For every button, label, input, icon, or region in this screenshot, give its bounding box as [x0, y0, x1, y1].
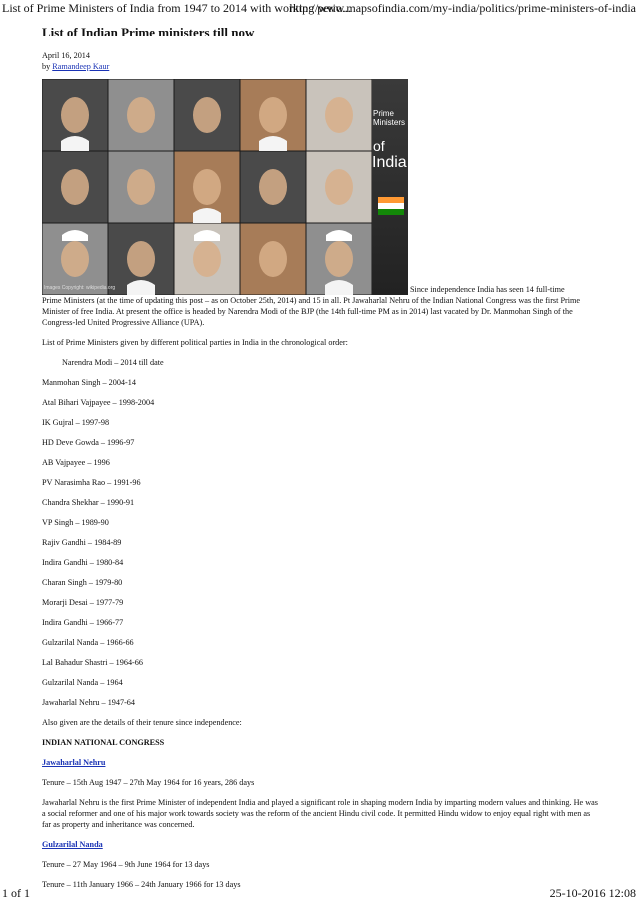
list-item: Gulzarilal Nanda – 1964: [42, 678, 123, 687]
print-header-url: http://www.mapsofindia.com/my-india/politics/prime-ministers-of-india: [289, 1, 636, 15]
intro-lead: Since independence India has seen 14 full-time: [410, 285, 565, 294]
byline-prefix: by: [42, 62, 51, 71]
print-header: [0, 0, 638, 18]
indian-flag-icon: [378, 197, 404, 215]
nanda-tenure-1: Tenure – 27 May 1964 – 9th June 1964 for 13 days: [42, 860, 210, 869]
nanda-tenure-2: Tenure – 11th January 1966 – 24th January 1966 for 13 days: [42, 880, 241, 889]
badge-line-1: Prime Ministers: [373, 109, 406, 127]
list-item: Jawaharlal Nehru – 1947-64: [42, 698, 135, 707]
pm-list: [42, 357, 598, 708]
list-item: VP Singh – 1989-90: [42, 518, 109, 527]
article-title: List of Indian Prime ministers till now: [42, 26, 255, 36]
portrait-grid: [42, 79, 372, 295]
page-count: 1 of 1: [2, 886, 30, 900]
list-item: Manmohan Singh – 2004-14: [42, 378, 136, 387]
print-timestamp: 25-10-2016 12:08: [549, 886, 636, 900]
article-byline: [42, 61, 598, 72]
list-intro: List of Prime Ministers given by different political parties in India in the chronological order:: [42, 338, 348, 347]
list-item: Indira Gandhi – 1980-84: [42, 558, 124, 567]
list-item: PV Narasimha Rao – 1991-96: [42, 478, 141, 487]
list-item: Narendra Modi – 2014 till date: [62, 358, 164, 367]
badge-line-3: India: [372, 154, 407, 171]
list-item: Morarji Desai – 1977-79: [42, 598, 124, 607]
list-item: Lal Bahadur Shastri – 1964-66: [42, 658, 143, 667]
list-item: AB Vajpayee – 1996: [42, 458, 110, 467]
list-item: HD Deve Gowda – 1996-97: [42, 438, 135, 447]
nehru-description: Jawaharlal Nehru is the first Prime Minister of independent India and played a significant role in shaping modern India by imparting modern values and thinking. He was a social reformer and one of his major work towards society was the reform of the ancient Hindu civil code. It permitted Hindu widow to enjoy equal right with men as far as property and inheritance was concerned.: [42, 798, 598, 829]
print-header-title: List of Prime Ministers of India from 1947 to 2014 with working perio...: [2, 1, 351, 15]
article: [42, 26, 598, 890]
prime-ministers-collage-image: [42, 79, 408, 295]
prime-ministers-of-india-badge: [372, 79, 408, 295]
list-item: Indira Gandhi – 1966-77: [42, 618, 124, 627]
intro-continuation: Prime Ministers (at the time of updating this post – as on October 25th, 2014) and 15 in all. Pt Jawaharlal Nehru of the Indian National Congress was the first Prime Minister of free India. At present the office is headed by Narendra Modi of the BJP (the 14th full-time PM as in 2014) last vacated by Dr. Manmohan Singh of the Congress-led United Progressive Alliance (UPA).: [42, 296, 581, 327]
nehru-link[interactable]: Jawaharlal Nehru: [42, 758, 106, 767]
details-intro: Also given are the details of their tenure since independence:: [42, 718, 242, 727]
list-item: Chandra Shekhar – 1990-91: [42, 498, 135, 507]
list-item: IK Gujral – 1997-98: [42, 418, 110, 427]
article-date: April 16, 2014: [42, 51, 90, 60]
badge-line-2: of: [373, 138, 385, 154]
list-item: Charan Singh – 1979-80: [42, 578, 123, 587]
author-link[interactable]: Ramandeep Kaur: [52, 62, 110, 71]
section-heading: INDIAN NATIONAL CONGRESS: [42, 738, 165, 747]
list-item: Atal Bihari Vajpayee – 1998-2004: [42, 398, 155, 407]
list-item: Gulzarilal Nanda – 1966-66: [42, 638, 134, 647]
nehru-tenure: Tenure – 15th Aug 1947 – 27th May 1964 for 16 years, 286 days: [42, 778, 255, 787]
list-item: Rajiv Gandhi – 1984-89: [42, 538, 122, 547]
image-watermark: Images Copyright: wikipedia.org: [44, 285, 116, 291]
nanda-link[interactable]: Gulzarilal Nanda: [42, 840, 103, 849]
